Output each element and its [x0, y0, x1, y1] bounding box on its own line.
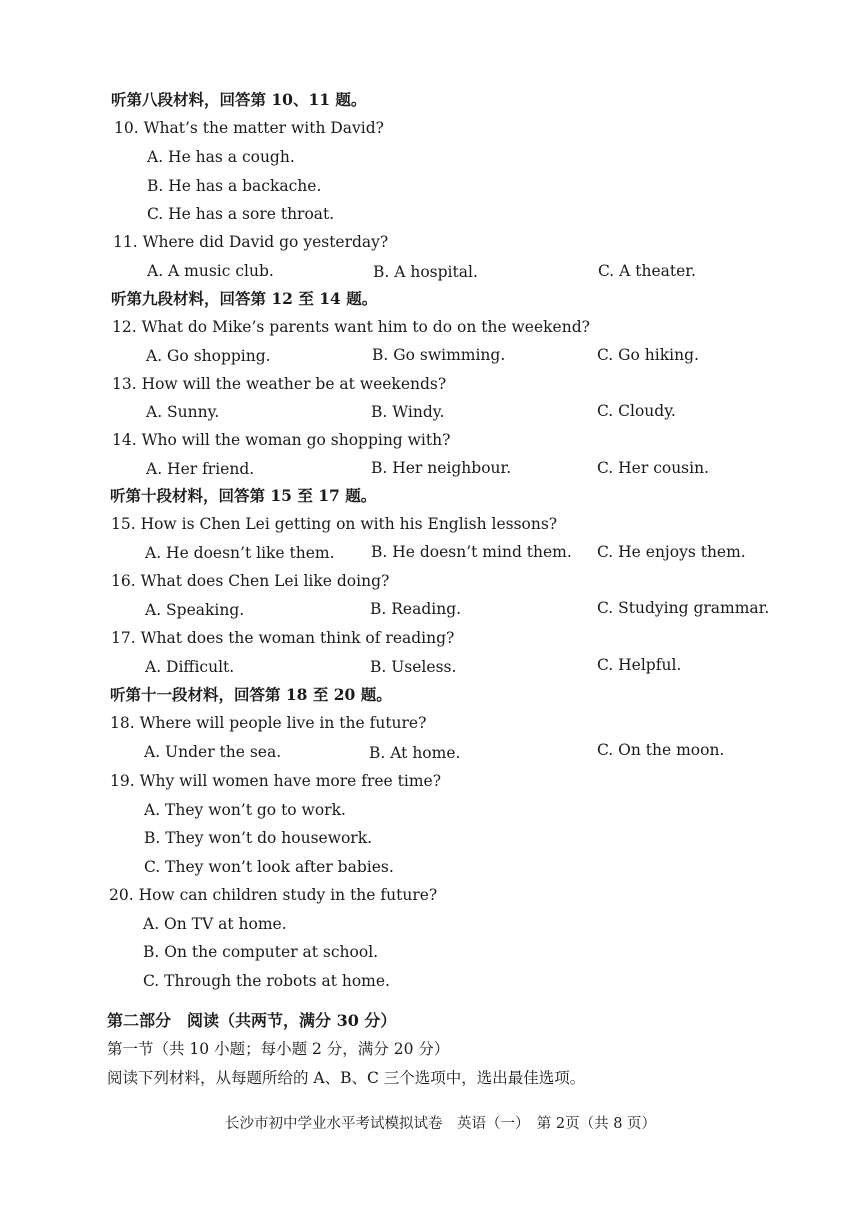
question-text: 13. How will the weather be at weekends? — [112, 375, 447, 393]
option-b: B. He has a backache. — [147, 177, 322, 195]
part-subtitle: 第一节（共 10 小题；每小题 2 分，满分 20 分） — [107, 1040, 450, 1058]
question-text: 18. Where will people live in the future? — [110, 714, 427, 732]
option-c: C. Helpful. — [597, 656, 682, 674]
option-b: B. At home. — [369, 744, 461, 762]
option-a: A. Go shopping. — [146, 347, 271, 365]
option-b: B. They won’t do housework. — [144, 829, 373, 847]
option-c: C. Studying grammar. — [597, 599, 770, 617]
question-text: 11. Where did David go yesterday? — [113, 233, 389, 251]
option-b: B. Her neighbour. — [371, 459, 512, 477]
page-footer: 长沙市初中学业水平考试模拟试卷 英语（一） 第 2页（共 8 页） — [225, 1116, 657, 1132]
option-c: C. Through the robots at home. — [143, 972, 390, 990]
question-text: 10. What’s the matter with David? — [114, 119, 384, 137]
option-a: A. On TV at home. — [143, 915, 287, 933]
question-text: 19. Why will women have more free time? — [110, 772, 442, 790]
option-c: C. He enjoys them. — [597, 543, 746, 561]
question-text: 16. What does Chen Lei like doing? — [111, 572, 390, 590]
question-text: 12. What do Mike’s parents want him to do on the weekend? — [112, 318, 590, 336]
option-b: B. On the computer at school. — [143, 943, 379, 961]
question-text: 17. What does the woman think of reading? — [111, 629, 455, 647]
question-text: 14. Who will the woman go shopping with? — [112, 431, 451, 449]
section-header: 听第八段材料，回答第 10、11 题。 — [111, 90, 367, 109]
question-text: 15. How is Chen Lei getting on with his English lessons? — [111, 515, 558, 533]
section-header: 听第十段材料，回答第 15 至 17 题。 — [110, 486, 377, 505]
option-a: A. A music club. — [147, 262, 274, 280]
option-b: B. He doesn’t mind them. — [371, 543, 572, 561]
option-a: A. Sunny. — [146, 403, 220, 421]
option-c: C. Her cousin. — [597, 459, 710, 477]
option-b: B. Useless. — [370, 658, 457, 676]
option-a: A. Under the sea. — [144, 743, 282, 761]
option-b: B. Go swimming. — [372, 346, 506, 364]
section-header: 听第十一段材料，回答第 18 至 20 题。 — [110, 685, 392, 704]
option-b: B. Reading. — [370, 600, 462, 618]
part-title: 第二部分 阅读（共两节，满分 30 分） — [107, 1011, 397, 1030]
option-c: C. A theater. — [598, 262, 696, 280]
option-a: A. Speaking. — [145, 601, 245, 619]
option-a: A. They won’t go to work. — [144, 801, 346, 819]
option-c: C. Cloudy. — [597, 402, 676, 420]
option-a: A. He doesn’t like them. — [145, 544, 335, 562]
part-instruction: 阅读下列材料，从每题所给的 A、B、C 三个选项中，选出最佳选项。 — [107, 1069, 586, 1087]
option-c: C. On the moon. — [597, 741, 725, 759]
option-b: B. Windy. — [371, 403, 445, 421]
option-a: A. Difficult. — [145, 658, 235, 676]
option-a: A. He has a cough. — [147, 148, 295, 166]
option-a: A. Her friend. — [146, 460, 255, 478]
question-text: 20. How can children study in the future? — [109, 886, 438, 904]
option-c: C. Go hiking. — [597, 346, 699, 364]
option-c: C. He has a sore throat. — [147, 205, 335, 223]
option-c: C. They won’t look after babies. — [144, 858, 394, 876]
section-header: 听第九段材料，回答第 12 至 14 题。 — [111, 289, 378, 308]
option-b: B. A hospital. — [373, 263, 478, 281]
